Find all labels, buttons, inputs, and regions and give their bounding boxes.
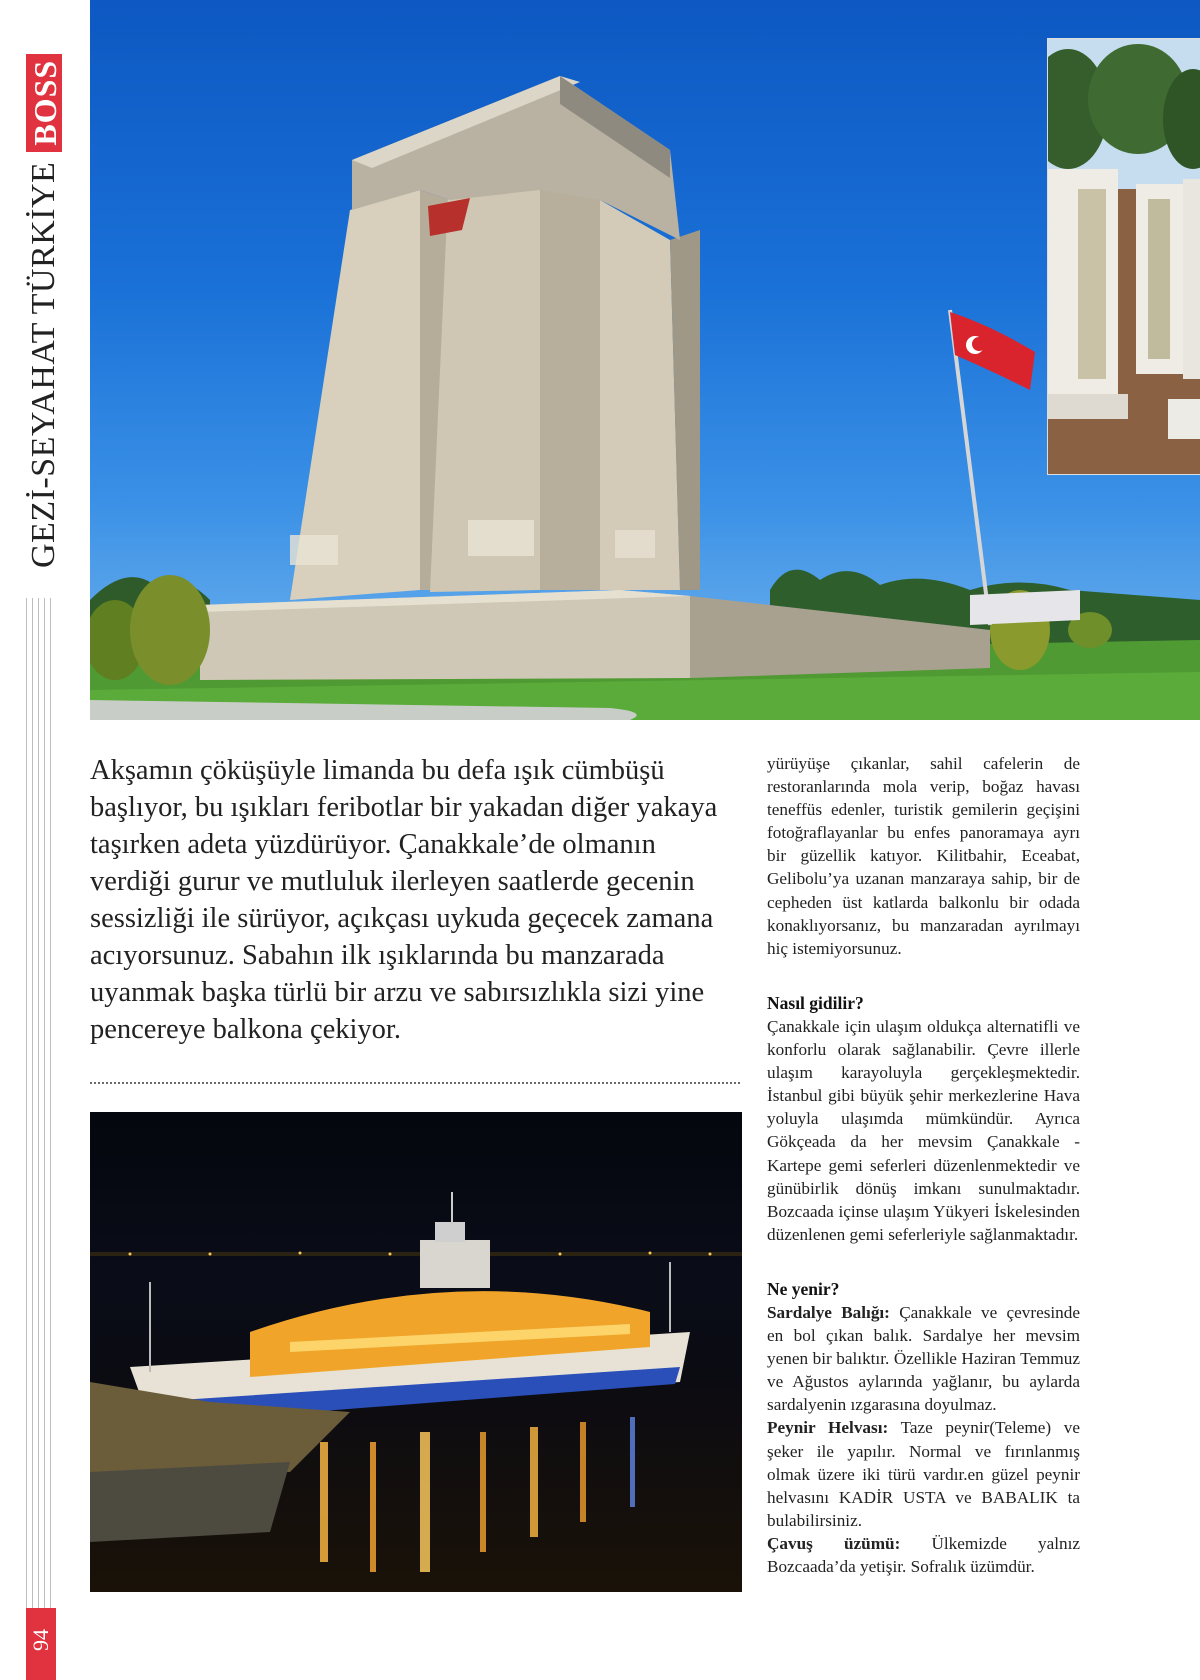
food-item: Sardalye Balığı: Çanakkale ve çevresinde en bol çıkan balık. Sardalye her mevsim yenen bir balıktır. Özellikle Haziran Temmuz ve Ağustos aylarında yağlanır, bu aylarda sardalyenin ızgarasına doyulmaz. <box>767 1302 1080 1415</box>
right-column <box>767 752 1080 1578</box>
how-to-go-text: Çanakkale için ulaşım oldukça alternatifli ve konforlu olarak sağlanabilir. Çevre illerle ulaşım karayoluyla gerçekleşmektedir. İstanbul gibi büyük şehir merkezlerine Hava yoluyla ulaşımda mümkündür. Ayrıca Gökçeada da her mevsim Çanakkale - Kartepe gemi seferleri düzenlenmektedir ve günübirlik dönüş imkanı sunulmaktadır. Bozcaada içinse ulaşım Yükyeri İskelesinden düzenlenen gemi seferleriyle sağlanmaktadır. <box>767 1016 1080 1244</box>
page-number: 94 <box>28 1629 53 1651</box>
decorative-side-lines <box>26 598 56 1608</box>
dotted-divider <box>90 1082 740 1084</box>
what-to-eat-heading: Ne yenir? <box>767 1278 840 1299</box>
brand-logo: BOSS <box>26 54 62 152</box>
ferry-photo <box>90 1112 742 1592</box>
monument-photo <box>90 0 1200 720</box>
food-item: Çavuş üzümü: Ülkemizde yalnız Bozcaada’da yetişir. Sofralık üzümdür. <box>767 1533 1080 1576</box>
section-label <box>24 20 64 570</box>
section-title: GEZİ-SEYAHAT TÜRKİYE <box>25 161 62 568</box>
food-item: Peynir Helvası: Taze peynir(Teleme) ve şeker ile yapılır. Normal ve fırınlanmış olmak üzere iki türü vardır.en güzel peynir helvasını KADİR USTA ve BABALIK ta bulabilirsiniz. <box>767 1418 1080 1530</box>
column-lead: yürüyüşe çıkanlar, sahil cafelerin de restoranlarında mola verip, boğaz havası teneffüs edenler, turistik gemilerin geçişini fotoğraflayanlar bu enfes panoramaya ayrı bir güzellik katıyor. Kilitbahir, Eceabat, Gelibolu’ya uzanan manzaraya sahip, bir de cepheden üst katlarda balkonlu bir odada konaklıyorsanız, bu manzaradan ayrılmayı hiç istemiyorsunuz. <box>767 754 1080 958</box>
intro-paragraph: Akşamın çöküşüyle limanda bu defa ışık cümbüşü başlıyor, bu ışıkları feribotlar bir yakadan diğer yakaya taşırken adeta yüzdürüyor. Çanakkale’de olmanın verdiği gurur ve mutluluk ilerleyen saatlerde gecenin sessizliği ile sürüyor, açıkçası uykuda geçecek zamana acıyorsunuz. Sabahın ilk ışıklarında bu manzarada uyanmak başka türlü bir arzu ve sabırsızlıkla sizi yine pencereye balkona çekiyor. <box>90 755 718 1045</box>
cemetery-photo <box>1047 38 1200 475</box>
how-to-go-heading: Nasıl gidilir? <box>767 992 864 1013</box>
